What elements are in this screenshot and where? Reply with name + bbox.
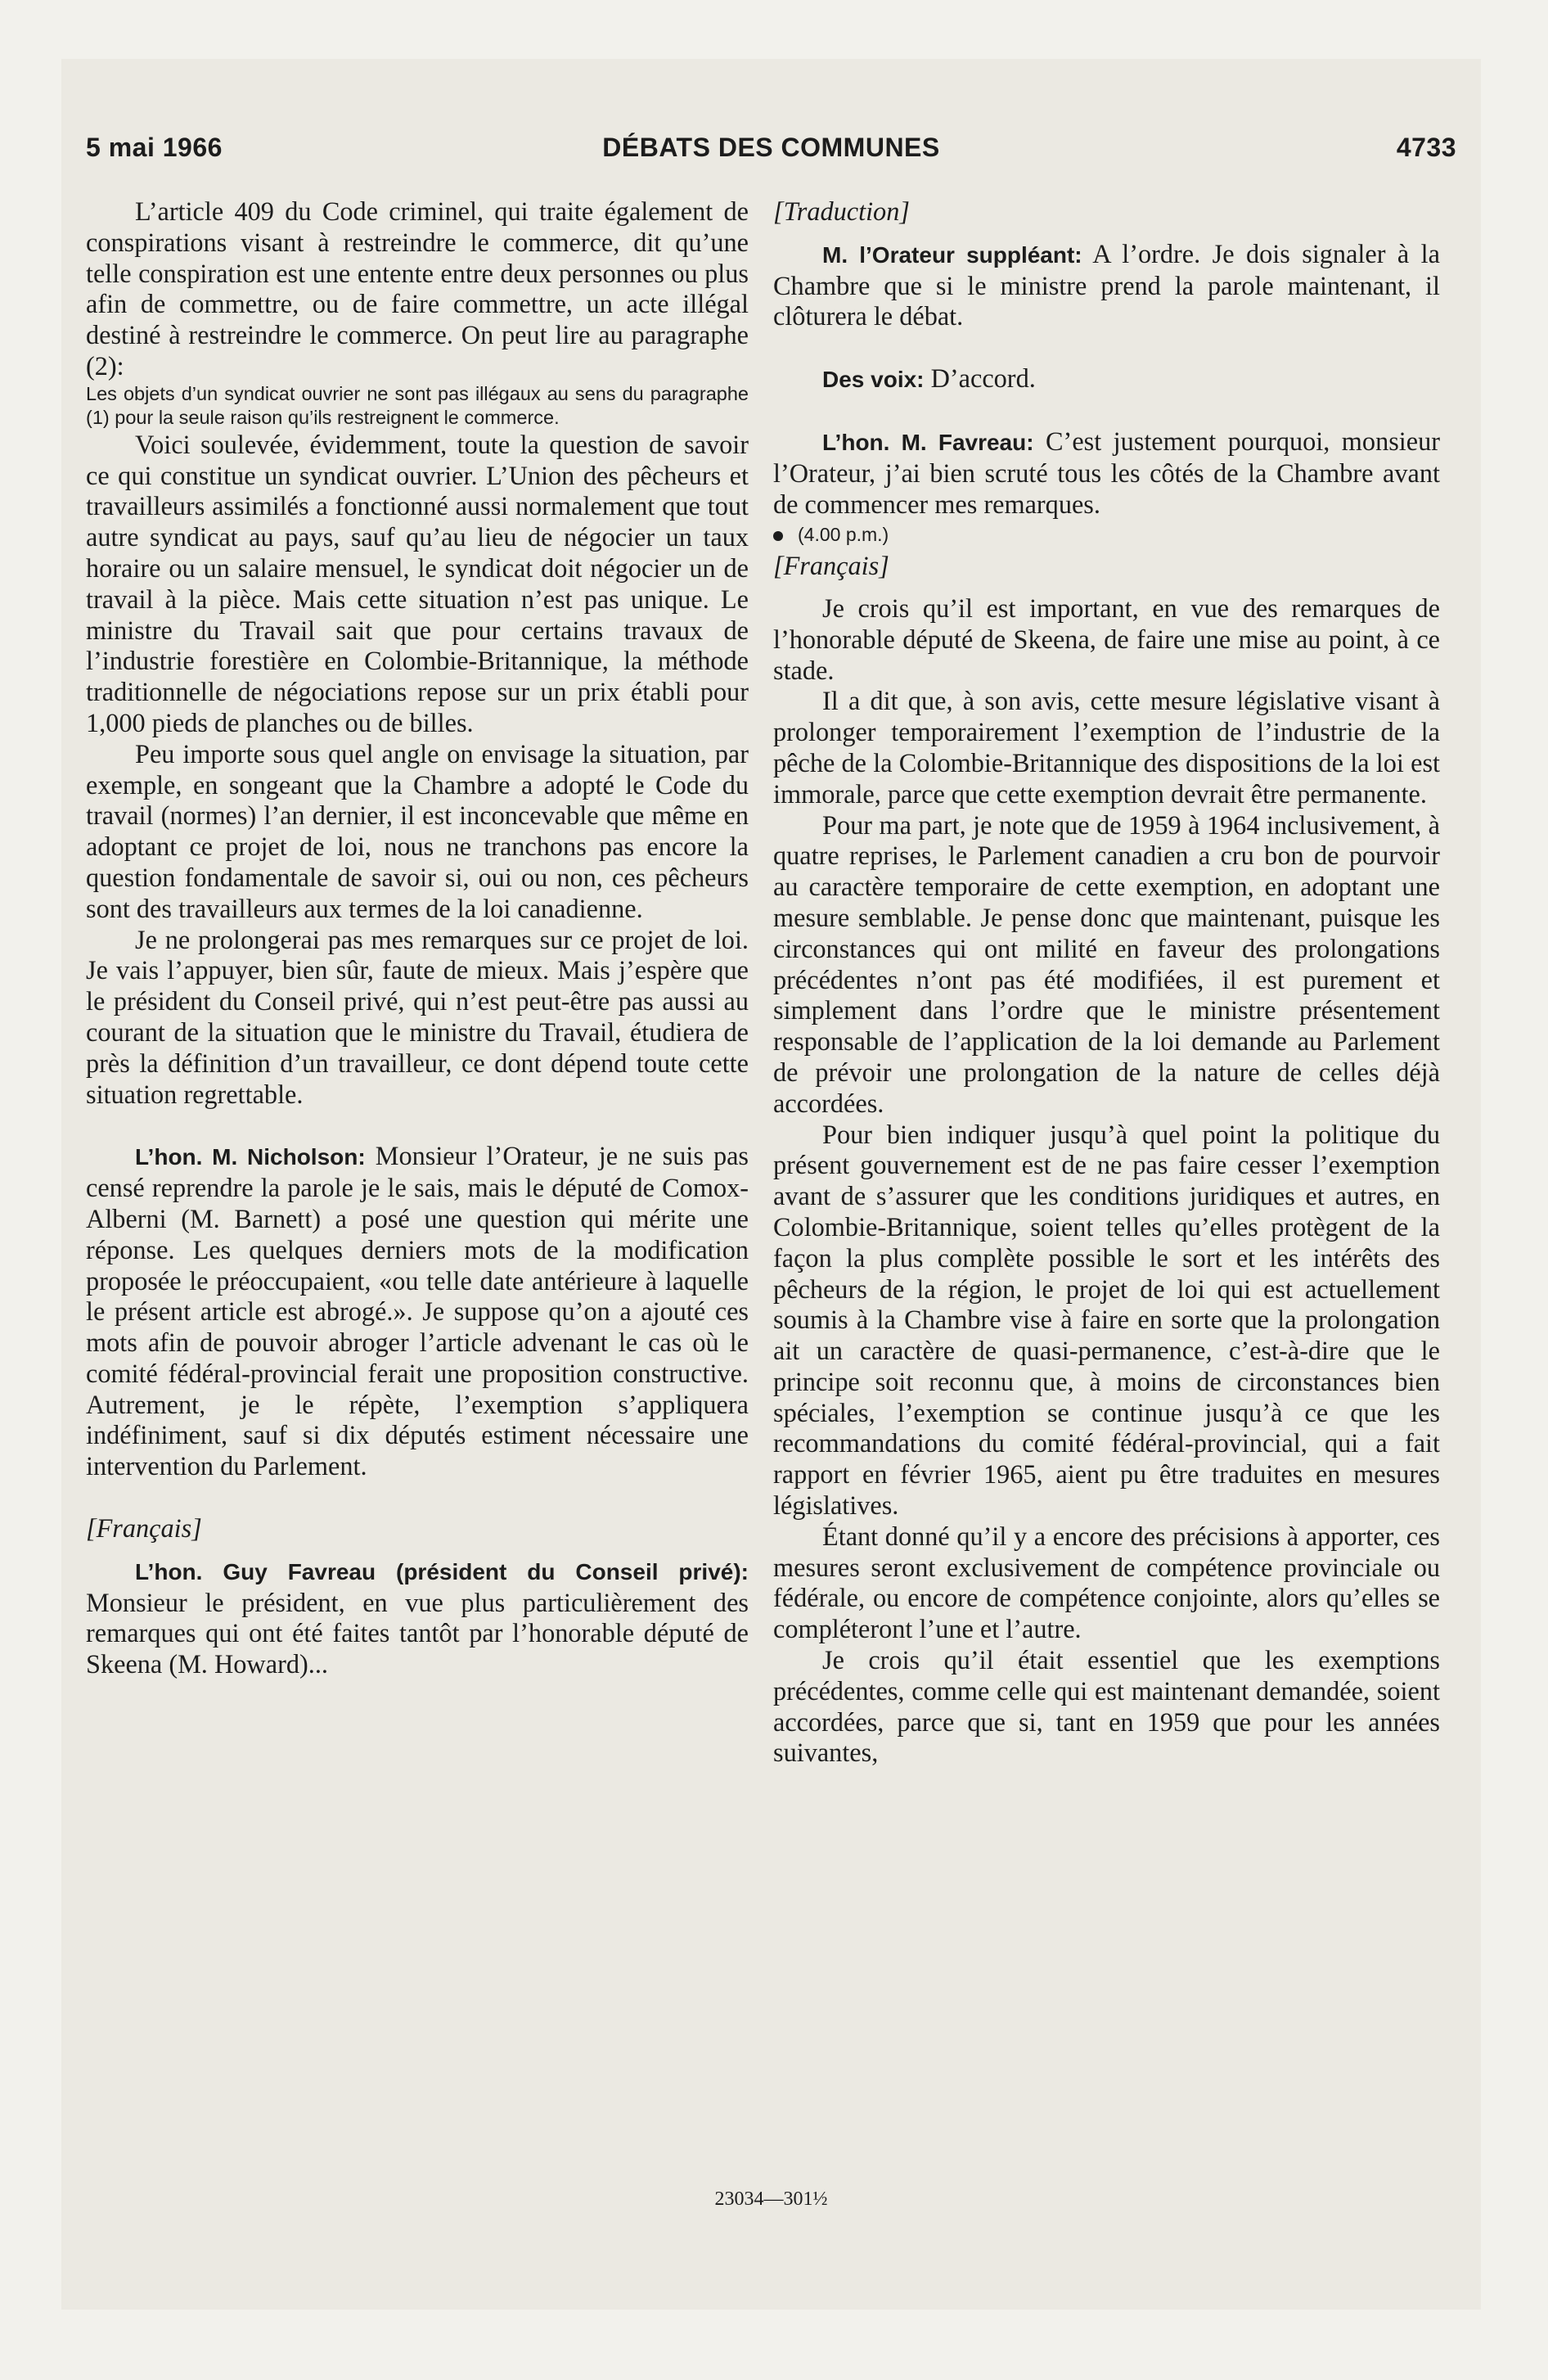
speaker-name: L’hon. M. Favreau: [822,429,1034,455]
paragraph: Peu importe sous quel angle on envisage la situation, par exemple, en songeant que la Chambre a adopté le Code du travail (normes) l’an dernier, il est inconcevable que même en adoptant ce projet de loi, nous ne tranchons pas encore la question fondamentale de savoir si, oui ou non, ces pêcheurs sont des travailleurs aux termes de la loi canadienne. [86,738,749,923]
left-column [86,196,749,1680]
paragraph: Pour ma part, je note que de 1959 à 1964 inclusivement, à quatre reprises, le Parlement canadien a cru bon de pourvoir au caractère temporaire de cette exemption, en adoptant une mesure semblable. Je pense donc que maintenant, puisque les circonstances qui ont milité en faveur des prolongations précédentes n’ont pas été modifiées, il est purement et simplement dans l’ordre que le ministre présentement responsable de l’application de la loi demande au Parlement de prévoir une prolongation de la nature de celles déjà accordées. [773,809,1440,1118]
time-text: (4.00 p.m.) [798,524,889,546]
page-number: 4733 [1396,133,1456,162]
speaker-name: L’hon. Guy Favreau (président du Conseil privé): [135,1558,749,1584]
language-note: [Français] [86,1513,202,1544]
paragraph: Je crois qu’il est important, en vue des remarques de l’honorable député de Skeena, de faire une mise au point, à ce stade. [773,593,1440,685]
speech-text: A l’ordre. Je dois signaler à la Chambre que si le ministre prend la parole maintenant, il clôturera le débat. [773,238,1440,331]
speech [773,363,1440,395]
block-quote: Les objets d’un syndicat ouvrier ne sont pas illégaux au sens du paragraphe (1) pour la seule raison qu’ils restreignent le commerce. [86,382,749,428]
paragraph: Je crois qu’il était essentiel que les exemptions précédentes, comme celle qui est maintenant demandée, soient accordées, parce que si, tant en 1959 que pour les années suivantes, [773,1645,1440,1768]
speech [773,426,1440,520]
language-note: [Traduction] [773,196,910,226]
time-stamp [773,520,1440,551]
paragraph: Il a dit que, à son avis, cette mesure législative visant à prolonger temporairement l’exemption de l’industrie de la pêche de la Colombie-Britannique des dispositions de la loi est immorale, parce que cette exemption devrait être permanente. [773,686,1440,809]
right-column [773,196,1440,1769]
footer-code: 23034—301½ [714,2188,828,2210]
speech-text: Monsieur le président, en vue plus particulièrement des remarques qui ont été faites tantôt par l’honorable député de Skeena (M. Howard)... [86,1587,749,1679]
speech-text: Monsieur l’Orateur, je ne suis pas censé reprendre la parole je le sais, mais le député de Comox-Alberni (M. Barnett) a posé une question qui mérite une réponse. Les quelques derniers mots de la modification proposée le préoccupaient, «ou telle date antérieure à laquelle le présent article est abrogé.». Je suppose qu’on a ajouté ces mots afin de pouvoir abroger l’article advenant le cas où le comité fédéral-provincial ferait une proposition constructive. Autrement, je le répète, l’exemption s’appliquera indéfiniment, sauf si dix députés estiment nécessaire une intervention du Parlement. [86,1141,749,1481]
speaker-name: M. l’Orateur suppléant: [822,241,1082,268]
paragraph: Pour bien indiquer jusqu’à quel point la politique du présent gouvernement est de ne pas faire cesser l’exemption avant de s’assurer que les conditions juridiques et autres, en Colombie-Britannique, soient telles qu’elles protègent de la façon la plus complète possible le sort et les intérêts des pêcheurs de la région, le projet de loi qui est actuellement soumis à la Chambre vise à faire en sorte que la prolongation ait un caractère de quasi-permanence, c’est-à-dire que le principe soit reconnu que, à moins de circonstances bien spéciales, l’exemption se continue jusqu’à ce que les recommandations du comité fédéral-provincial, qui a fait rapport en février 1965, aient pu être traduites en mesures législatives. [773,1119,1440,1521]
speaker-name: L’hon. M. Nicholson: [135,1144,366,1170]
speech-text: D’accord. [930,363,1036,394]
language-note: [Français] [773,551,889,581]
paragraph: Étant donné qu’il y a encore des précisions à apporter, ces mesures seront exclusivement de compétence provinciale ou fédérale, ou encore de compétence conjointe, alors qu’elles se compléteront l’une et l’autre. [773,1521,1440,1644]
paragraph: L’article 409 du Code criminel, qui traite également de conspirations visant à restreindre le commerce, dit qu’une telle conspiration est une entente entre deux personnes ou plus afin de commettre, ou de faire commettre, un acte illégal destiné à restreindre le commerce. On peut lire au paragraphe (2): [86,196,749,381]
speech [86,1556,749,1680]
paragraph: Je ne prolongerai pas mes remarques sur ce projet de loi. Je vais l’appuyer, bien sûr, faute de mieux. Mais j’espère que le président du Conseil privé, qui n’est peut-être pas aussi au courant de la situation que le ministre du Travail, étudiera de près la définition d’un travailleur, ce dont dépend toute cette situation regrettable. [86,924,749,1109]
speaker-name: Des voix: [822,367,925,393]
speech [773,239,1440,332]
speech [86,1141,749,1482]
page [61,59,1481,2310]
header-title: DÉBATS DES COMMUNES [602,133,940,162]
speech-text: C’est justement pourquoi, monsieur l’Orateur, j’ai bien scruté tous les côtés de la Chambre avant de commencer mes remarques. [773,426,1440,519]
paragraph: Voici soulevée, évidemment, toute la question de savoir ce qui constitue un syndicat ouvrier. L’Union des pêcheurs et travailleurs assimilés a fonctionné aussi normalement que tout autre syndicat au pays, sauf qu’au lieu de négocier un taux horaire ou un salaire mensuel, le syndicat doit négocier un de travail à la pièce. Mais cette situation n’est pas unique. Le ministre du Travail sait que pour certains travaux de l’industrie forestière en Colombie-Britannique, la méthode traditionnelle de négociations repose sur un prix établi pour 1,000 pieds de planches ou de billes. [86,429,749,737]
header-date: 5 mai 1966 [86,133,223,162]
bullet-dot-icon [773,531,783,541]
